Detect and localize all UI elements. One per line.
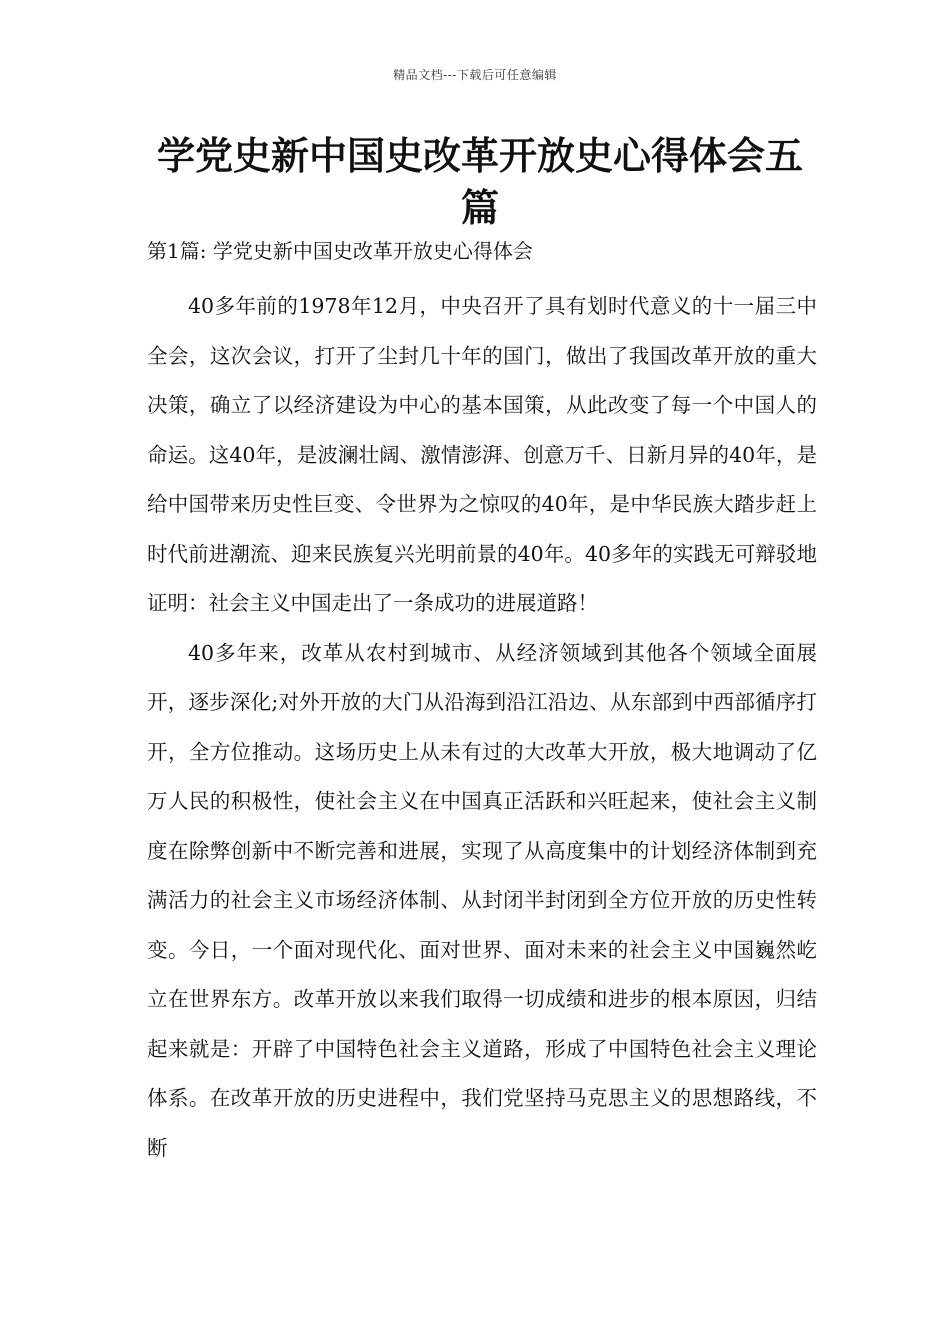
document-body bbox=[147, 282, 817, 1173]
paragraph: 40多年前的1978年12月，中央召开了具有划时代意义的十一届三中全会，这次会议，打开了尘封几十年的国门，做出了我国改革开放的重大决策，确立了以经济建设为中心的基本国策，从此改变了每一个中国人的命运。这40年，是波澜壮阔、激情澎湃、创意万千、日新月异的40年，是给中国带来历史性巨变、令世界为之惊叹的40年，是中华民族大踏步赶上时代前进潮流、迎来民族复兴光明前景的40年。40多年的实践无可辩驳地证明：社会主义中国走出了一条成功的进展道路！ bbox=[147, 294, 817, 615]
header-note: 精品文档---下载后可任意编辑 bbox=[393, 68, 557, 82]
section-heading: 第1篇: 学党史新中国史改革开放史心得体会 bbox=[147, 239, 533, 263]
document-title: 学党史新中国史改革开放史心得体会五篇 bbox=[156, 134, 803, 230]
paragraph: 40多年来，改革从农村到城市、从经济领域到其他各个领域全面展开，逐步深化;对外开放的大门从沿海到沿江沿边、从东部到中西部循序打开，全方位推动。这场历史上从未有过的大改革大开放，极大地调动了亿万人民的积极性，使社会主义在中国真正活跃和兴旺起来，使社会主义制度在除弊创新中不断完善和进展，实现了从高度集中的计划经济体制到充满活力的社会主义市场经济体制、从封闭半封闭到全方位开放的历史性转变。今日，一个面对现代化、面对世界、面对未来的社会主义中国巍然屹立在世界东方。改革开放以来我们取得一切成绩和进步的根本原因，归结起来就是：开辟了中国特色社会主义道路，形成了中国特色社会主义理论体系。在改革开放的历史进程中，我们党坚持马克思主义的思想路线，不断 bbox=[147, 640, 817, 1160]
